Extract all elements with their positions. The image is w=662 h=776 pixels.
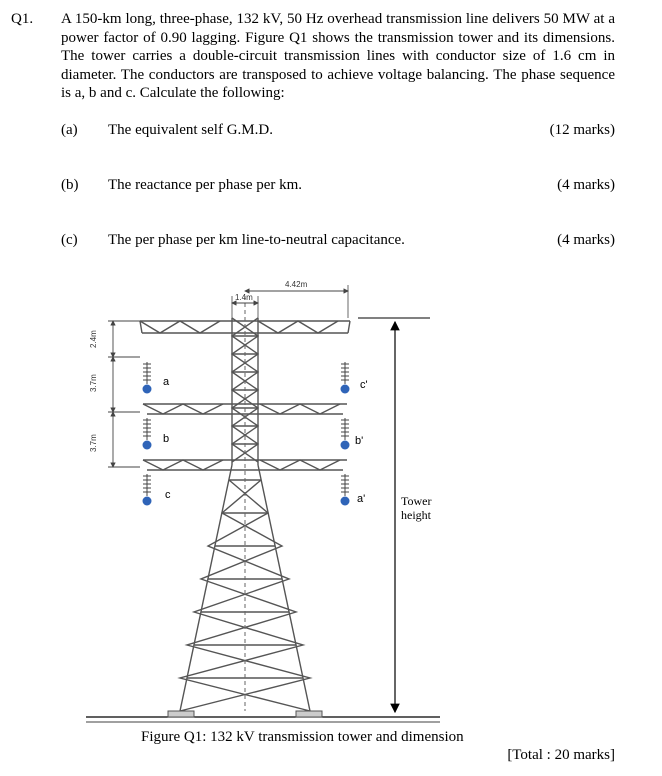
conductor-a [143, 385, 152, 394]
part-marks: (12 marks) [549, 122, 615, 138]
part-marks: (4 marks) [557, 177, 615, 193]
part-a [0, 122, 662, 142]
tower-height-label-1: Tower [401, 494, 432, 508]
tower-height-label-2: height [401, 508, 431, 522]
left-vertical-dimensions [108, 321, 140, 467]
dim-label-4-42: 4.42m [285, 280, 308, 289]
part-text: The reactance per phase per km. [108, 177, 303, 193]
left-footing [168, 711, 194, 717]
question-number: Q1. [11, 11, 34, 27]
phase-label-b: b [163, 433, 170, 445]
phase-label-c: c [165, 489, 171, 501]
dim-label-1-4: 1.4m [235, 293, 253, 302]
conductor-a-prime [341, 497, 350, 506]
phase-label-a: a [163, 376, 170, 388]
dim-label-2-4: 2.4m [89, 330, 98, 348]
phase-label-c-prime: c' [360, 379, 368, 391]
part-label: (b) [61, 177, 79, 193]
part-b [0, 177, 662, 197]
conductors [143, 385, 350, 506]
part-marks: (4 marks) [557, 232, 615, 248]
question-text: A 150-km long, three-phase, 132 kV, 50 Hz overhead transmission line delivers 50 MW at a power factor of 0.90 lagging. Figure Q1 shows the transmission tower and its dimensions. The tower carries a double-circuit transmission lines with conductor size of 1.6 cm in diameter. The conductors are transposed to achieve voltage balancing. The phase sequence is a, b and c. Calculate the following: [61, 11, 615, 102]
dim-label-3-7-upper: 3.7m [89, 374, 98, 392]
transmission-tower-figure [0, 270, 662, 730]
conductor-b [143, 441, 152, 450]
conductor-b-prime [341, 441, 350, 450]
conductor-c [143, 497, 152, 506]
part-text: The per phase per km line-to-neutral capacitance. [108, 232, 405, 248]
phase-label-a-prime: a' [357, 493, 366, 505]
part-text: The equivalent self G.M.D. [108, 122, 273, 138]
part-label: (a) [61, 122, 78, 138]
part-label: (c) [61, 232, 78, 248]
phase-label-b-prime: b' [355, 435, 364, 447]
dim-label-3-7-lower: 3.7m [89, 434, 98, 452]
part-c [0, 232, 662, 252]
conductor-c-prime [341, 385, 350, 394]
right-footing [296, 711, 322, 717]
figure-caption: Figure Q1: 132 kV transmission tower and dimension [141, 729, 464, 745]
total-marks: [Total : 20 marks] [507, 747, 615, 763]
